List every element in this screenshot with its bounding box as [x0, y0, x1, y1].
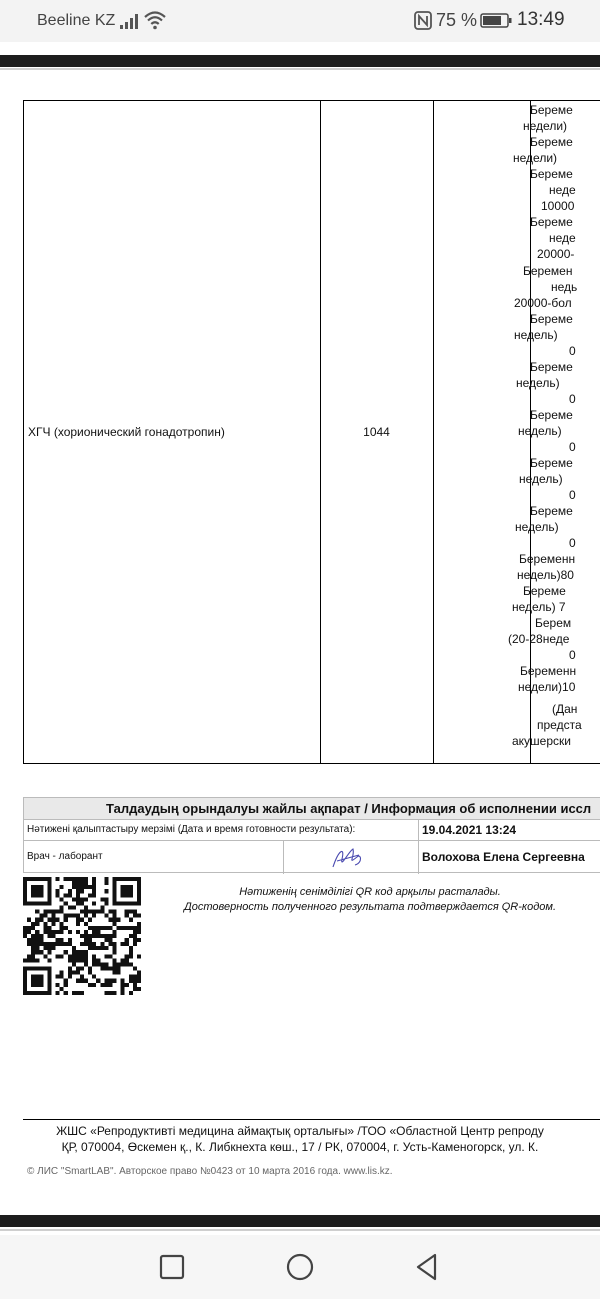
- reference-range-line: Береме: [530, 135, 573, 149]
- table-column-divider: [433, 101, 434, 763]
- reference-range-line: недель): [518, 424, 562, 438]
- reference-range-line: 0: [569, 392, 576, 406]
- home-button[interactable]: [284, 1251, 316, 1283]
- reference-range-line: Береме: [530, 167, 573, 181]
- reference-range-line: недель): [515, 520, 559, 534]
- reference-range-line: недь: [551, 280, 578, 294]
- qr-note-ru: Достоверность полученного результата подтверждается QR-кодом.: [183, 901, 557, 913]
- reference-range-line: недель)80: [517, 568, 574, 582]
- footer-org-name: ЖШС «Репродуктивті медицина аймақтық орталығы» /ТОО «Областной Центр репроду: [56, 1124, 544, 1138]
- ready-time-value: 19.04.2021 13:24: [422, 823, 517, 837]
- cell-divider: [283, 841, 284, 874]
- battery-percent: 75 %: [436, 10, 478, 30]
- footer-address: ҚР, 070004, Өскемен қ., К. Либкнехта көш., 17 / РК, 070004, г. Усть-Каменогорск, ул. К.: [61, 1140, 539, 1154]
- carrier-name: Beeline KZ: [37, 12, 116, 29]
- reference-range-line: 0: [569, 488, 576, 502]
- reference-range-line: Береме: [530, 504, 573, 518]
- document-top-border: [0, 55, 600, 67]
- reference-range-line: Береме: [530, 408, 573, 422]
- signal-icon: [120, 13, 140, 29]
- nfc-icon: [414, 11, 432, 30]
- reference-range-line: недель): [519, 472, 563, 486]
- ready-time-row: [24, 819, 600, 841]
- battery-icon: [480, 13, 512, 28]
- test-result-cell: 1044: [363, 425, 390, 439]
- reference-range-line: недель) 7: [512, 600, 566, 614]
- document-top-border-shadow: [0, 68, 600, 70]
- reference-range-line: 0: [569, 536, 576, 550]
- reference-range-line: Береме: [530, 215, 573, 229]
- doctor-name: Волохова Елена Сергеевна: [422, 850, 585, 864]
- clock: 13:49: [517, 9, 565, 30]
- reference-range-line: Берем: [535, 616, 572, 630]
- reference-range-line: Береме: [523, 584, 566, 598]
- reference-range-line: недель): [516, 376, 560, 390]
- reference-range-line: Беремен: [523, 264, 573, 278]
- reference-range-line: недели): [523, 119, 568, 133]
- copyright-text: © ЛИС "SmartLAB". Авторское право №0423 от 10 марта 2016 года. www.lis.kz.: [27, 1166, 393, 1177]
- reference-range-line: Береме: [530, 456, 573, 470]
- ready-time-label: Нәтижені қалыптастыру мерзімі (Дата и время готовности результата):: [27, 824, 356, 835]
- reference-range-line: недель): [514, 328, 558, 342]
- reference-range-line: 20000-бол: [514, 296, 572, 310]
- reference-range-line: 0: [569, 648, 576, 662]
- reference-range-line: предста: [537, 718, 582, 732]
- reference-range-line: (Дан: [552, 702, 578, 716]
- lab-result-table: [23, 100, 600, 764]
- cell-divider: [418, 841, 419, 874]
- document-bottom-border: [0, 1215, 600, 1227]
- wifi-icon: [143, 10, 167, 30]
- reference-range-line: Береме: [530, 103, 573, 117]
- reference-range-line: акушерски: [512, 734, 571, 748]
- back-button[interactable]: [411, 1251, 443, 1283]
- footer-divider: [23, 1119, 600, 1120]
- reference-range-line: недели)10: [518, 680, 576, 694]
- doctor-label: Врач - лаборант: [27, 851, 103, 862]
- reference-range-line: (20-28неде: [508, 632, 570, 646]
- reference-range-line: Береме: [530, 312, 573, 326]
- reference-range-line: Беременн: [519, 552, 576, 566]
- reference-range-line: неде: [549, 231, 576, 245]
- reference-range-line: недели): [513, 151, 558, 165]
- reference-range-line: 10000: [541, 199, 575, 213]
- reference-range-line: Береме: [530, 360, 573, 374]
- system-nav-bar: [0, 1235, 600, 1299]
- signature-image: [329, 843, 369, 873]
- info-header-text: Талдаудың орындалуы жайлы ақпарат / Информация об исполнении иссл: [106, 801, 592, 816]
- execution-info-block: [23, 797, 600, 873]
- document-bottom-border-shadow: [0, 1229, 600, 1231]
- info-header: [24, 798, 600, 819]
- test-name-cell: ХГЧ (хорионический гонадотропин): [28, 425, 225, 439]
- status-bar: [0, 0, 600, 42]
- reference-range-line: Беременн: [520, 664, 577, 678]
- qr-code: [23, 877, 141, 995]
- qr-note-kz: Нәтиженің сенімділігі QR код арқылы расталады.: [239, 886, 501, 898]
- cell-divider: [418, 820, 419, 841]
- reference-range-line: 0: [569, 344, 576, 358]
- recents-button[interactable]: [156, 1251, 188, 1283]
- reference-range-line: 0: [569, 440, 576, 454]
- reference-range-line: 20000-: [537, 247, 575, 261]
- doctor-row: [24, 840, 600, 874]
- reference-range-line: неде: [549, 183, 576, 197]
